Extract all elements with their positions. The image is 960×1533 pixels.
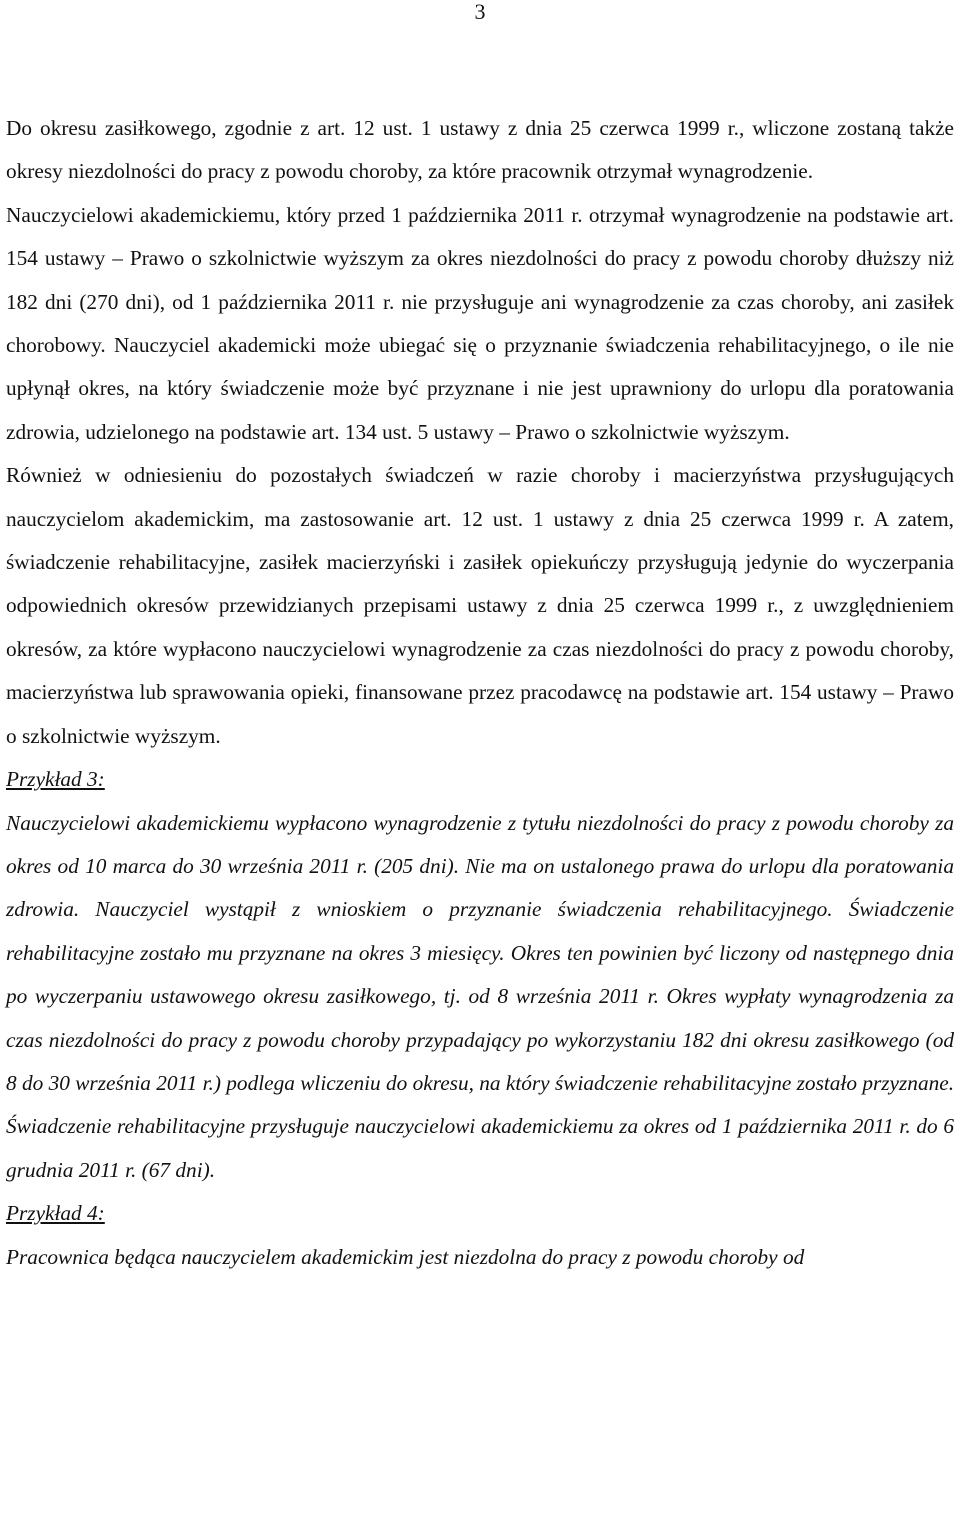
example-3-heading: Przykład 3: bbox=[6, 767, 105, 792]
paragraph-academic-teacher: Nauczycielowi akademickiemu, który przed 1 października 2011 r. otrzymał wynagrodzenie na podstawie art. 154 ustawy – Prawo o szkolnictwie wyższym za okres niezdolności do pracy z powodu choroby dłuższy niż 182 dni (270 dni), od 1 października 2011 r. nie przysługuje ani wynagrodzenie za czas choroby, ani zasiłek chorobowy. Nauczyciel akademicki może ubiegać się o przyznanie świadczenia rehabilitacyjnego, o ile nie upłynął okres, na który świadczenie może być przyznane i nie jest uprawniony do urlopu dla poratowania zdrowia, udzielonego na podstawie art. 134 ust. 5 ustawy – Prawo o szkolnictwie wyższym. bbox=[6, 202, 954, 444]
example-4-heading: Przykład 4: bbox=[6, 1201, 105, 1226]
example-4-text: Pracownica będąca nauczycielem akademickim jest niezdolna do pracy z powodu choroby od bbox=[6, 1244, 805, 1269]
paragraph-other-benefits: Również w odniesieniu do pozostałych świadczeń w razie choroby i macierzyństwa przysługujących nauczycielom akademickim, ma zastosowanie art. 12 ust. 1 ustawy z dnia 25 czerwca 1999 r. A zatem, świadczenie rehabilitacyjne, zasiłek macierzyński i zasiłek opiekuńczy przysługują jedynie do wyczerpania odpowiednich okresów przewidzianych przepisami ustawy z dnia 25 czerwca 1999 r., z uwzględnieniem okresów, za które wypłacono nauczycielowi wynagrodzenie za czas niezdolności do pracy z powodu choroby, macierzyństwa lub sprawowania opieki, finansowane przez pracodawcę na podstawie art. 154 ustawy – Prawo o szkolnictwie wyższym. bbox=[6, 463, 954, 748]
document-body bbox=[6, 107, 954, 1279]
example-3-text: Nauczycielowi akademickiemu wypłacono wynagrodzenie z tytułu niezdolności do pracy z powodu choroby za okres od 10 marca do 30 września 2011 r. (205 dni). Nie ma on ustalonego prawa do urlopu dla poratowania zdrowia. Nauczyciel wystąpił z wnioskiem o przyznanie świadczenia rehabilitacyjnego. Świadczenie rehabilitacyjne zostało mu przyznane na okres 3 miesięcy. Okres ten powinien być liczony od następnego dnia po wyczerpaniu ustawowego okresu zasiłkowego, tj. od 8 września 2011 r. Okres wypłaty wynagrodzenia za czas niezdolności do pracy z powodu choroby przypadający po wykorzystaniu 182 dni okresu zasiłkowego (od 8 do 30 września 2011 r.) podlega wliczeniu do okresu, na który świadczenie rehabilitacyjne zostało przyznane. Świadczenie rehabilitacyjne przysługuje nauczycielowi akademickiemu za okres od 1 października 2011 r. do 6 grudnia 2011 r. (67 dni). bbox=[6, 810, 955, 1182]
page-number: 3 bbox=[474, 0, 486, 24]
paragraph-sick-leave-period: Do okresu zasiłkowego, zgodnie z art. 12 ust. 1 ustawy z dnia 25 czerwca 1999 r., wliczone zostaną także okresy niezdolności do pracy z powodu choroby, za które pracownik otrzymał wynagrodzenie. bbox=[6, 116, 954, 184]
